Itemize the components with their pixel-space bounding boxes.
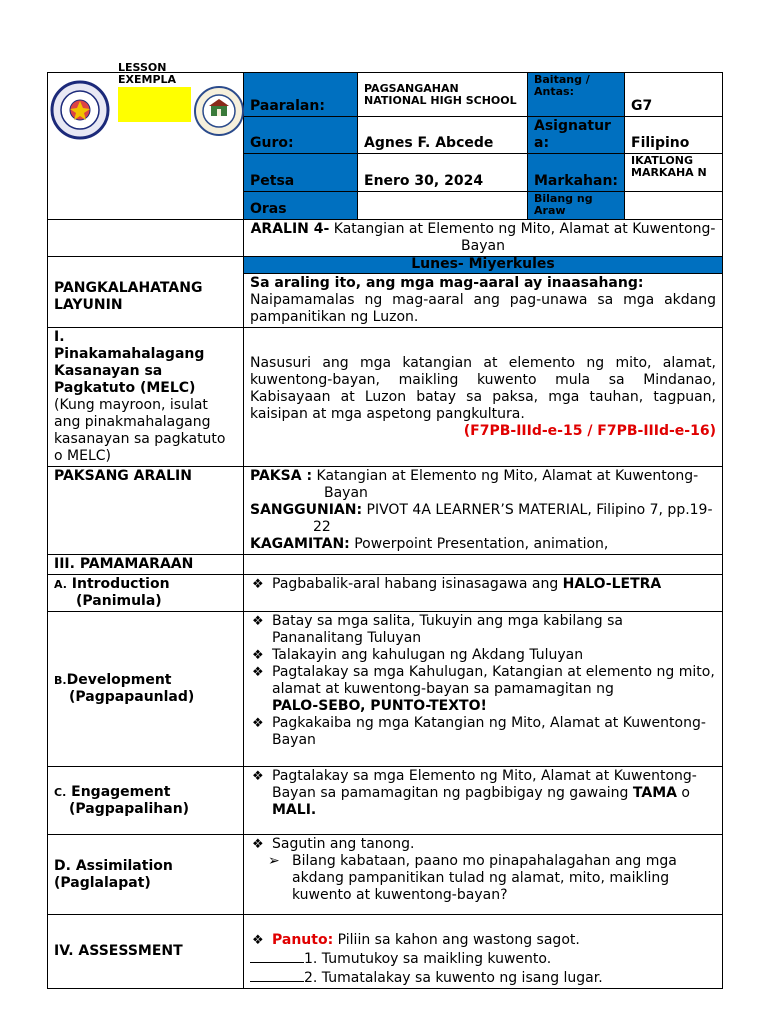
bilang-value [625, 192, 723, 220]
dev-item: ❖ Talakayin ang kahulugan ng Akdang Tuluyan [250, 647, 716, 664]
layunin-cell [244, 274, 723, 328]
paaralan-label: Paaralan: [244, 73, 358, 117]
petsa-value: Enero 30, 2024 [358, 154, 528, 192]
paksang-cell [244, 467, 723, 555]
intro-bold: HALO-LETRA [562, 576, 662, 592]
sanggunian-line [250, 502, 716, 536]
paksang-label: PAKSANG ARALIN [48, 467, 244, 555]
eng-item [250, 768, 716, 819]
eng-cell [244, 767, 723, 835]
dev-item: ❖ Batay sa mga salita, Tukuyin ang mga kabilang sa Pananalitang Tuluyan [250, 613, 716, 647]
layunin-intro: Sa araling ito, ang mga mag-aaral ay inaasahang: [250, 275, 644, 291]
oras-value [358, 192, 528, 220]
layunin-label: PANGKALAHATANG LAYUNIN [48, 257, 244, 328]
answer-blank[interactable] [250, 949, 304, 963]
aralin-left-cell [48, 220, 244, 257]
sanggunian-value: PIVOT 4A LEARNER’S MATERIAL, Filipino 7, pp.19-22 [313, 502, 713, 535]
melc-label-cell [48, 328, 244, 467]
sanggunian-label: SANGGUNIAN: [250, 502, 363, 518]
asignatura-label: Asignatur a: [528, 117, 625, 154]
panuto-label: Panuto: [272, 932, 334, 948]
dev-item [250, 664, 716, 715]
melc-text: Nasusuri ang mga katangian at elemento ng mito, alamat, kuwentong-bayan, maikling kuwento mula sa Mindanao, Kabisayaan at Luzon batay sa paksa, mga tauhan, tagpuan, kaisipan at mga aspetong pangkultura. [250, 354, 716, 422]
day-bar: Lunes- Miyerkules [244, 257, 723, 274]
assessment-item-text: 1. Tumutukoy sa maikling kuwento. [304, 951, 552, 967]
panuto-text: Piliin sa kahon ang wastong sagot. [333, 932, 580, 948]
assim-label: D. Assimilation [54, 857, 173, 874]
baitang-label: Baitang / Antas: [528, 73, 625, 117]
dev-bold: PALO-SEBO, PUNTO-TEXTO! [272, 698, 487, 714]
assessment-item [250, 949, 716, 968]
aralin-title-text: Katangian at Elemento ng Mito, Alamat at Kuwentong-Bayan [329, 221, 716, 254]
eng-letter: C. [54, 785, 67, 799]
answer-blank[interactable] [250, 968, 304, 982]
dev-label-cell [48, 612, 244, 767]
intro-label-cell [48, 575, 244, 612]
markahan-label: Markahan: [528, 154, 625, 192]
asignatura-value: Filipino [625, 117, 723, 154]
intro-label: Introduction [71, 576, 170, 592]
panuto-line [250, 932, 716, 949]
dev-sub: (Pagpapaunlad) [69, 689, 195, 705]
dev-item-text: Pagtalakay sa mga Kahulugan, Katangian at elemento ng mito, alamat at kuwentong-bayan sa pamamagitan ng [272, 664, 715, 697]
aralin-prefix: ARALIN 4- [250, 221, 330, 237]
dev-letter: B. [54, 674, 67, 687]
assim-sub: (Paglalapat) [54, 874, 151, 891]
kagamitan-value: Powerpoint Presentation, animation, [349, 536, 609, 552]
markahan-value: IKATLONG MARKAHA N [625, 154, 723, 192]
intro-letter: A. [54, 578, 67, 591]
dev-label: Development [66, 672, 172, 688]
dev-cell [244, 612, 723, 767]
paksa-label: PAKSA : [250, 468, 313, 484]
melc-code: (F7PB-IIId-e-15 / F7PB-IIId-e-16) [463, 422, 716, 439]
eng-label-cell [48, 767, 244, 835]
eng-mali: MALI. [272, 802, 317, 818]
melc-label: Pinakamahalagang Kasanayan sa Pagkatuto (MELC) [54, 346, 205, 396]
melc-note: (Kung mayroon, isulat ang pinakmahalagang kasanayan sa pagkatuto o MELC) [54, 397, 226, 464]
deped-seal-icon [50, 80, 110, 140]
eng-sub: (Pagpapalihan) [69, 800, 190, 817]
assim-label-cell [48, 835, 244, 915]
eng-tama: TAMA [632, 785, 677, 801]
intro-sub: (Panimula) [76, 593, 162, 609]
baitang-value: G7 [625, 73, 723, 117]
dev-item: ❖ Pagkakaiba ng mga Katangian ng Mito, Alamat at Kuwentong-Bayan [250, 715, 716, 749]
kagamitan-line [250, 536, 716, 553]
paksa-value: Katangian at Elemento ng Mito, Alamat at Kuwentong-Bayan [312, 468, 699, 501]
lesson-plan-table [47, 72, 723, 989]
yellow-highlight [118, 87, 191, 122]
pamamaraan-empty [244, 555, 723, 575]
guro-label: Guro: [244, 117, 358, 154]
eng-o: o [676, 785, 690, 801]
lesson-exemplar-label: LESSON EXEMPLA [118, 61, 177, 86]
assim-question: ➢ Bilang kabataan, paano mo pinapahalagahan ang mga akdang pampanitikan tulad ng alamat, mito, maikling kuwento at kuwentong-bayan? [292, 853, 716, 904]
layunin-text: Naipamamalas ng mag-aaral ang pag-unawa sa mga akdang pampanitikan ng Luzon. [250, 292, 716, 325]
school-seal-icon [193, 85, 245, 137]
assessment-label: IV. ASSESSMENT [48, 915, 244, 989]
kagamitan-label: KAGAMITAN: [250, 536, 350, 552]
eng-label: Engagement [71, 783, 171, 800]
paksa-line [250, 468, 716, 502]
guro-value: Agnes F. Abcede [358, 117, 528, 154]
assessment-item [250, 968, 716, 987]
assim-item: ❖ Sagutin ang tanong. [250, 836, 716, 853]
oras-label: Oras [244, 192, 358, 220]
melc-num: I. [54, 329, 65, 345]
aralin-title [244, 220, 723, 257]
intro-text: Pagbabalik-aral habang isinasagawa ang [272, 576, 563, 592]
pamamaraan-label: III. PAMAMARAAN [48, 555, 244, 575]
intro-cell [244, 575, 723, 612]
bilang-label: Bilang ng Araw [528, 192, 625, 220]
assim-cell [244, 835, 723, 915]
assessment-item-text: 2. Tumatalakay sa kuwento ng isang lugar. [304, 970, 603, 986]
assessment-cell [244, 915, 723, 989]
intro-item [250, 576, 716, 593]
paaralan-value: PAGSANGAHAN NATIONAL HIGH SCHOOL [358, 73, 528, 117]
melc-cell [244, 328, 723, 467]
eng-text: Pagtalakay sa mga Elemento ng Mito, Alamat at Kuwentong-Bayan sa pamamagitan ng pagbibigay ng gawaing [272, 768, 697, 801]
petsa-label: Petsa [244, 154, 358, 192]
